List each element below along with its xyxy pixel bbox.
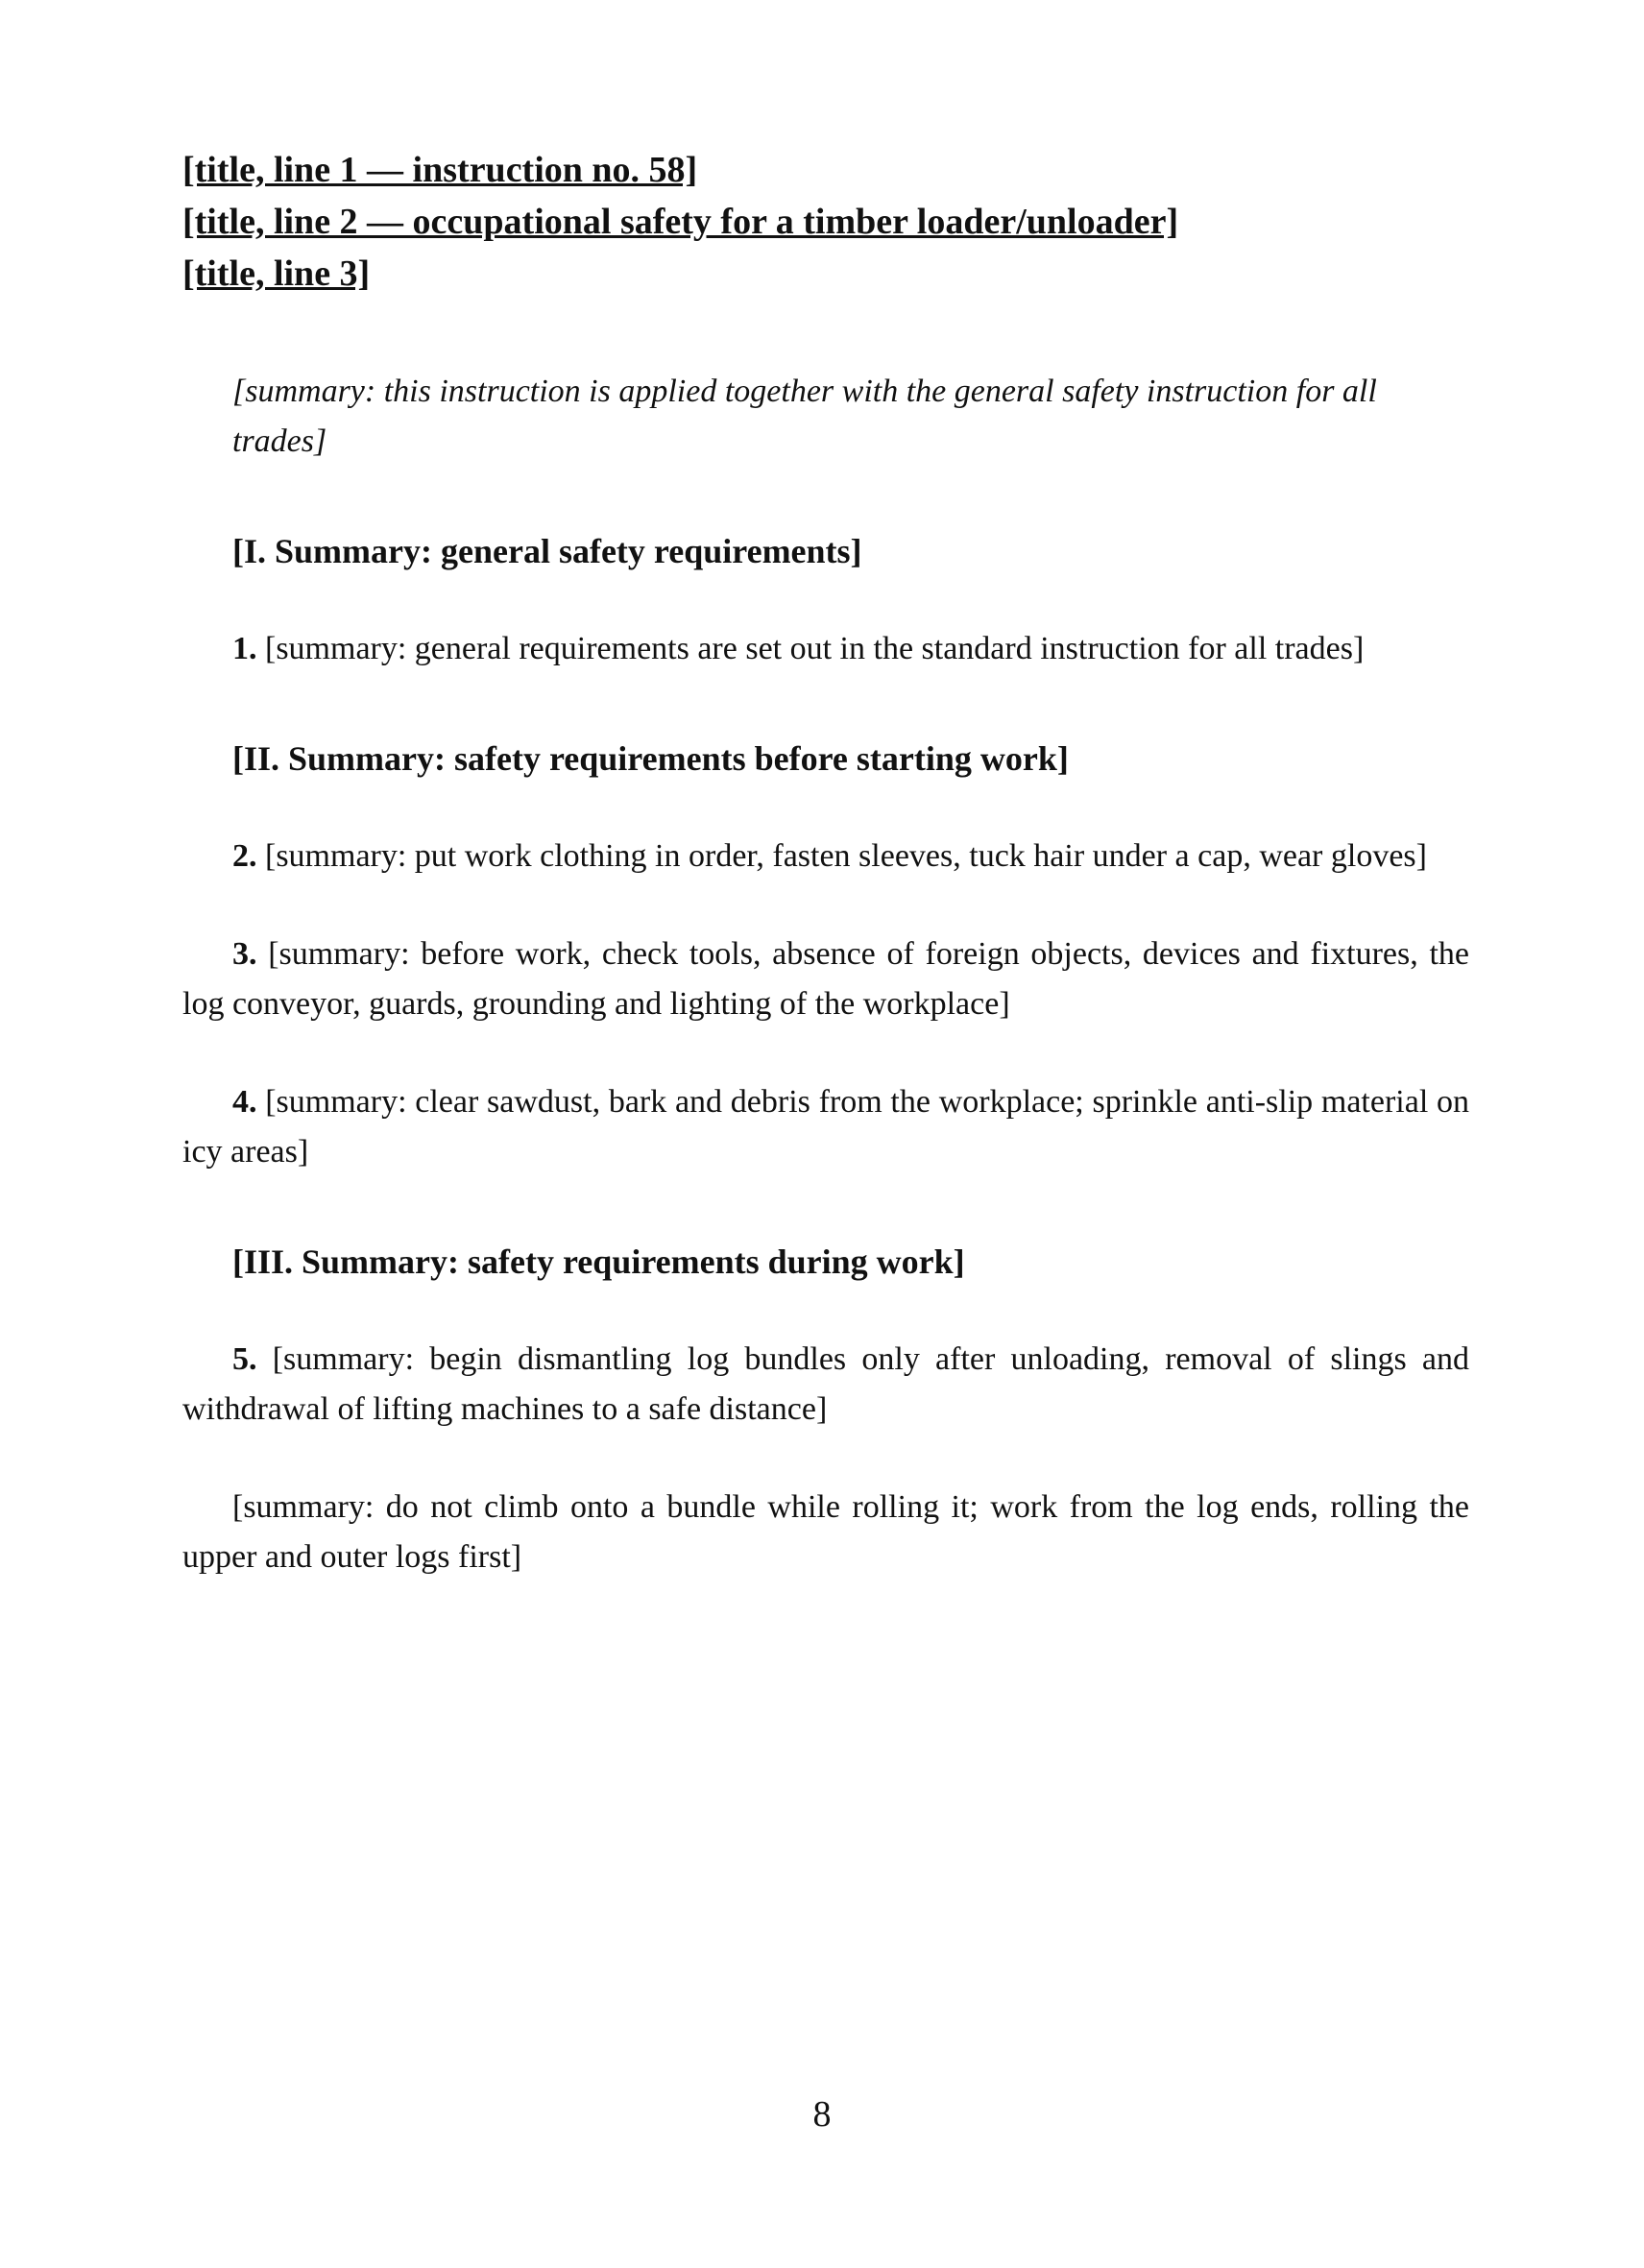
paragraph-text: [summary: before work, check tools, absence of foreign objects, devices and fixtures, the log conveyor, guards, grounding and lighting of the workplace] (182, 936, 1470, 1022)
document-note: [summary: this instruction is applied together with the general safety instruction for all trades] (232, 374, 1377, 459)
paragraph-text: [summary: do not climb onto a bundle while rolling it; work from the log ends, rolling the upper and outer logs first] (182, 1489, 1469, 1575)
section-heading-2: [II. Summary: safety requirements before starting work] (232, 739, 1069, 778)
paragraph-number: 4. (232, 1084, 257, 1120)
paragraph-number: 2. (232, 838, 257, 874)
paragraph-1 (182, 624, 1469, 674)
document-title-line-3: [title, line 3] (182, 253, 371, 294)
paragraph-number: 1. (232, 631, 257, 666)
section-heading-3: [III. Summary: safety requirements during work] (232, 1243, 965, 1281)
document-page (182, 144, 1469, 1582)
paragraph-4 (182, 1077, 1469, 1177)
paragraph-3 (182, 929, 1469, 1029)
paragraph-number: 3. (232, 936, 257, 972)
paragraph-text: [summary: begin dismantling log bundles only after unloading, removal of slings and withdrawal of lifting machines to a safe distance] (182, 1341, 1470, 1427)
paragraph-5 (182, 1335, 1469, 1435)
paragraph-text: [summary: general requirements are set out in the standard instruction for all trades] (265, 631, 1365, 666)
document-title-line-2: [title, line 2 — occupational safety for a timber loader/unloader] (182, 202, 1179, 242)
page-number: 8 (812, 2094, 832, 2135)
paragraph-text: [summary: clear sawdust, bark and debris from the workplace; sprinkle anti-slip material on icy areas] (182, 1084, 1469, 1170)
paragraph-text: [summary: put work clothing in order, fasten sleeves, tuck hair under a cap, wear gloves] (265, 838, 1427, 874)
section-heading-1: [I. Summary: general safety requirements] (232, 532, 862, 570)
document-title-line-1: [title, line 1 — instruction no. 58] (182, 150, 698, 190)
paragraph-5-continued (182, 1483, 1469, 1582)
paragraph-2 (182, 832, 1469, 881)
paragraph-number: 5. (232, 1341, 257, 1377)
